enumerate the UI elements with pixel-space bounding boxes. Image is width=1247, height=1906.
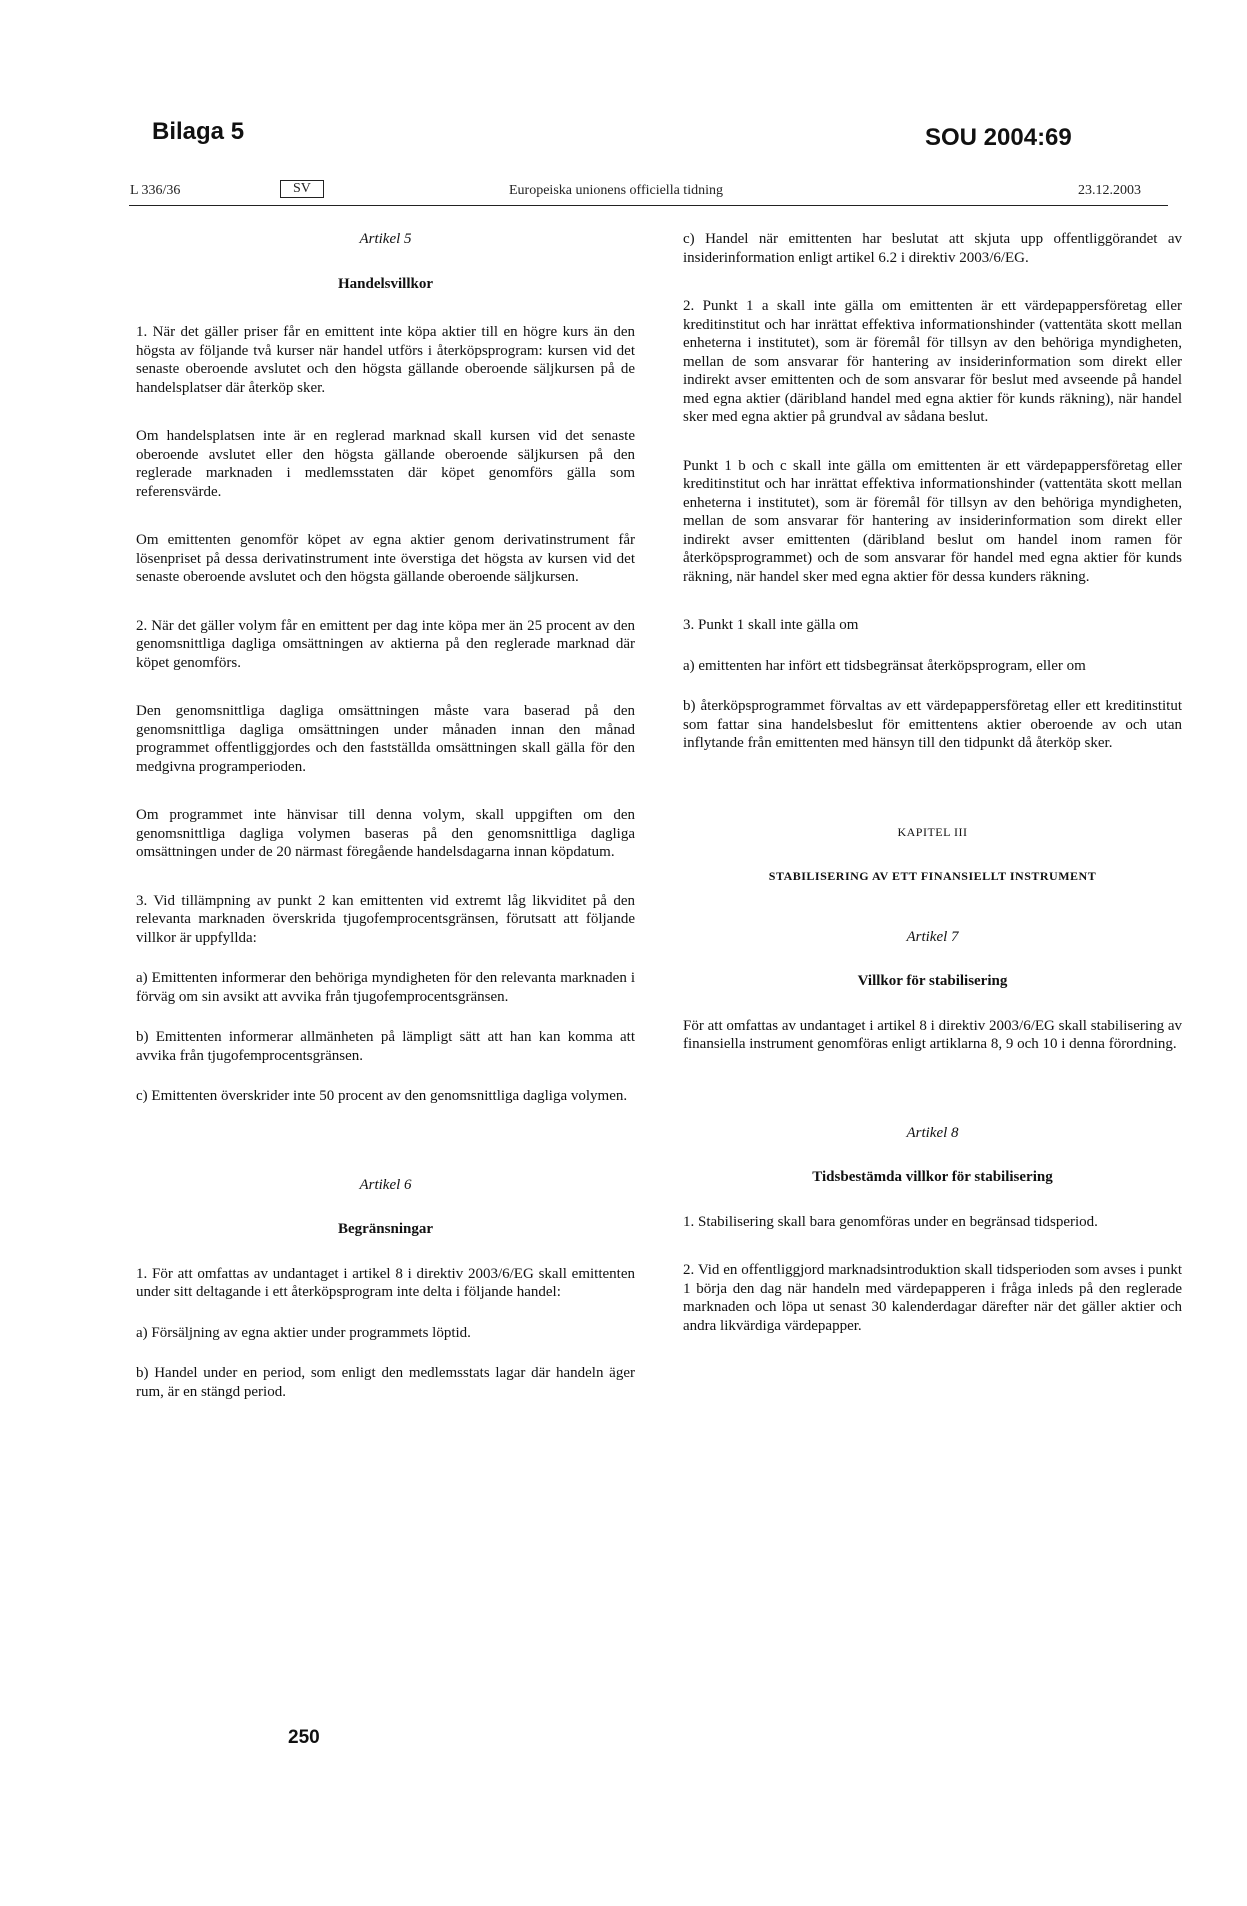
article-8-heading: Tidsbestämda villkor för stabilisering — [812, 1169, 1053, 1185]
paragraph: För att omfattas av undantaget i artikel 8 i direktiv 2003/6/EG skall stabilisering av finansiella instrument genomföras enligt artiklarna 8, 9 och 10 i denna förordning. — [683, 1017, 1182, 1052]
article-8-title: Artikel 8 — [906, 1124, 959, 1141]
chapter-label: KAPITEL III — [897, 824, 968, 839]
article-6-title: Artikel 6 — [359, 1176, 412, 1193]
list-item: a) Emittenten informerar den behöriga myndigheten för den relevanta marknaden i förväg om sin avsikt att avvika från tjugofemprocentsgränsen. — [136, 970, 635, 1005]
list-item: b) återköpsprogrammet förvaltas av ett värdepappersföretag eller ett kreditinstitut som fattar sina handelsbeslut för emittentens aktier oberoende av och utan inflytande från emittenten med hänsyn till den tidpunkt då återköp sker. — [683, 698, 1182, 751]
page-number: 250 — [288, 1727, 320, 1748]
list-item: b) Handel under en period, som enligt den medlemsstats lagar där handeln äger rum, är en stängd period. — [136, 1365, 635, 1400]
paragraph: 1. För att omfattas av undantaget i artikel 8 i direktiv 2003/6/EG skall emittenten under sitt deltagande i ett återköpsprogram inte delta i följande handel: — [136, 1265, 635, 1300]
chapter-title: STABILISERING AV ETT FINANSIELLT INSTRUMENT — [768, 869, 1097, 883]
paragraph: Om programmet inte hänvisar till denna volym, skall uppgiften om den genomsnittliga dagliga volymen baseras på den genomsnittliga dagliga omsättningen under de 20 närmast föregående handelsdagarna innan köpdatum. — [136, 807, 635, 860]
paragraph: 2. Vid en offentliggjord marknadsintroduktion skall tidsperioden som avses i punkt 1 börja den dag när handeln med värdepapperen i fråga inleds på den reglerade marknaden och löpa ut senast 30 kalenderdagar därefter när det gäller aktier och andra likvärdiga värdepapper. — [683, 1262, 1182, 1334]
list-item: c) Emittenten överskrider inte 50 procent av den genomsnittliga dagliga volymen. — [136, 1088, 628, 1104]
header-divider — [129, 205, 1168, 206]
paragraph: 2. När det gäller volym får en emittent per dag inte köpa mer än 25 procent av den genomsnittliga dagliga omsättningen av aktierna på den reglerade marknad där köpet genomförs. — [136, 617, 635, 671]
annex-label: Bilaga 5 — [152, 118, 245, 145]
language-box: SV — [280, 180, 324, 198]
left-column — [136, 230, 635, 1401]
list-item: c) Handel när emittenten har beslutat att skjuta upp offentliggörandet av insiderinformation enligt artikel 6.2 i direktiv 2003/6/EG. — [683, 231, 1182, 266]
journal-name: Europeiska unionens officiella tidning — [509, 183, 723, 198]
paragraph: 2. Punkt 1 a skall inte gälla om emittenten är ett värdepappersföretag eller kreditinstitut och har inrättat effektiva informationshinder (vattentäta skott mellan enheterna i institutet), som är föremål för tillsyn av den behöriga myndigheten, mellan de som ansvarar för hantering av insiderinformation som direkt eller indirekt avser emittenten och de som ansvarar för beslut med avseende på handel med egna aktier (däribland handel med egna aktier för kunds räkning), när handel sker med egna aktier på grundval av sådana beslut. — [683, 298, 1182, 425]
paragraph: 1. När det gäller priser får en emittent inte köpa aktier till en högre kurs än den högsta av följande två kurser när handel utförs i återköpsprogram: kursen vid det senaste oberoende avslutet och den högsta gällande oberoende säljkursen på de handelsplatser där återköp sker. — [136, 324, 635, 396]
article-6-heading: Begränsningar — [337, 1221, 433, 1237]
report-number: SOU 2004:69 — [925, 124, 1072, 151]
paragraph: Punkt 1 b och c skall inte gälla om emittenten är ett värdepappersföretag eller kreditinstitut och har inrättat effektiva informationshinder (vattentäta skott mellan enheterna i institutet), som är föremål för tillsyn av den behöriga myndigheten, mellan de som ansvarar för hantering av insiderinformation som direkt eller indirekt avser emittenten (däribland beslut om handel inom ramen för återköpsprogrammet) och de som ansvarar för handel med egna aktier för kunds räkning, när handel sker med egna aktier för dessa kunders räkning. — [683, 457, 1182, 585]
list-item: a) emittenten har infört ett tidsbegränsat återköpsprogram, eller om — [683, 657, 1086, 674]
journal-reference: L 336/36 — [130, 183, 181, 198]
paragraph: 3. Punkt 1 skall inte gälla om — [683, 617, 859, 633]
article-7-title: Artikel 7 — [906, 928, 959, 945]
publication-date: 23.12.2003 — [1078, 183, 1141, 198]
article-5-heading: Handelsvillkor — [337, 275, 434, 292]
paragraph: 3. Vid tillämpning av punkt 2 kan emittenten vid extremt låg likviditet på den relevanta marknaden överskrida tjugofemprocentsgränsen, förutsatt att följande villkor är uppfyllda: — [136, 892, 635, 946]
article-7-heading: Villkor för stabilisering — [857, 973, 1008, 989]
paragraph: Om emittenten genomför köpet av egna aktier genom derivatinstrument får lösenpriset på dessa derivatinstrument inte överstiga det högsta av kursen vid det senaste oberoende avslutet och den högsta gällande oberoende säljkursen. — [136, 532, 635, 585]
paragraph: Den genomsnittliga dagliga omsättningen måste vara baserad på den genomsnittliga dagliga omsättningen under månaden innan den månad programmet offentliggjordes och den fastställda omsättningen skall gälla för den medgivna programperioden. — [136, 703, 635, 775]
paragraph: Om handelsplatsen inte är en reglerad marknad skall kursen vid det senaste oberoende avslutet eller den högsta gällande oberoende säljkursen på den reglerade marknaden i medlemsstaten där köpet genomförs gälla som referensvärde. — [136, 428, 635, 500]
paragraph: 1. Stabilisering skall bara genomföras under en begränsad tidsperiod. — [683, 1213, 1098, 1230]
list-item: a) Försäljning av egna aktier under programmets löptid. — [136, 1324, 471, 1341]
right-column — [683, 230, 1182, 1335]
list-item: b) Emittenten informerar allmänheten på lämpligt sätt att han kan komma att avvika från tjugofemprocentsgränsen. — [136, 1029, 635, 1064]
article-5-title: Artikel 5 — [359, 231, 412, 247]
